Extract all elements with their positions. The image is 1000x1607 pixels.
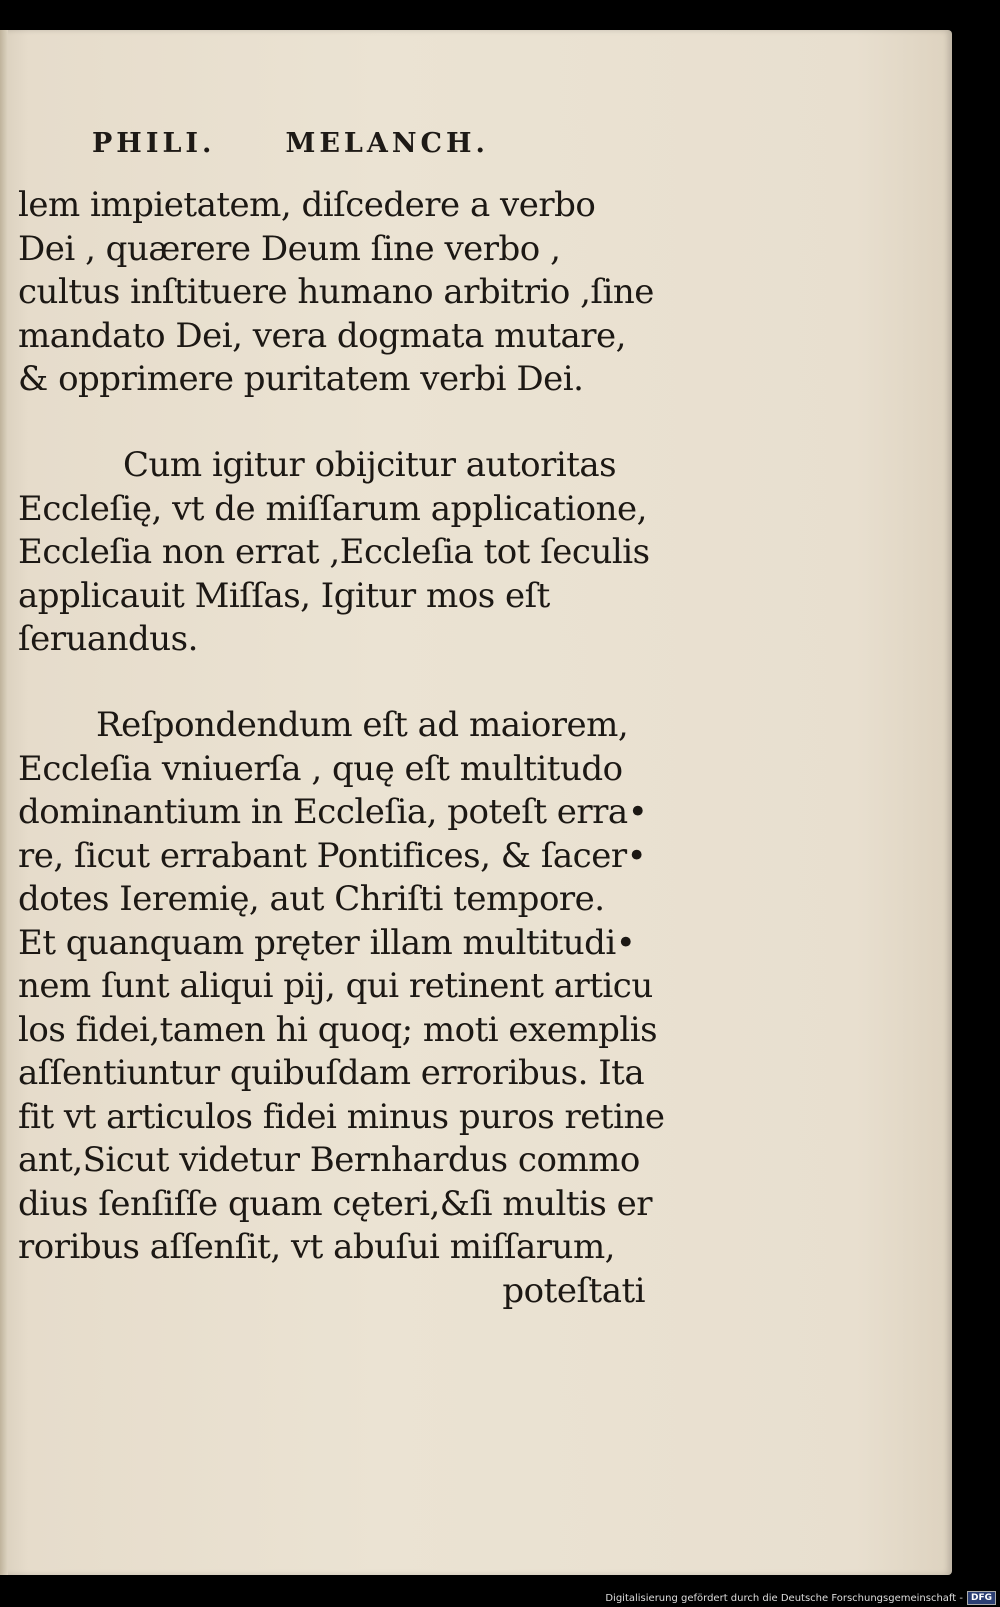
digitization-credit — [605, 1591, 996, 1605]
text-line: dotes Ieremię, aut Chriſti tempore. — [18, 879, 605, 919]
text-line: Dei , quærere Deum ſine verbo , — [18, 228, 561, 269]
text-line: Eccleſia non errat ,Eccleſia tot ſeculis — [18, 532, 650, 572]
dfg-logo: DFG — [967, 1591, 996, 1605]
text-line: lem impietatem, diſcedere a verbo — [18, 185, 596, 225]
text-line: Reſpondendum eſt ad maiorem, — [96, 705, 629, 745]
credit-text: Digitalisierung gefördert durch die Deutsche Forschungsgemeinschaft - — [605, 1592, 963, 1604]
text-line: aſſentiuntur quibuſdam erroribus. Ita — [18, 1053, 645, 1093]
text-line: los fidei,tamen hi quoq; moti exemplis — [18, 1009, 658, 1050]
text-line: re, ſicut errabant Pontifices, & ſacer• — [18, 835, 647, 876]
text-line: ſeruandus. — [18, 619, 198, 659]
text-line: Cum igitur obijcitur autoritas — [123, 445, 617, 485]
text-line: nem ſunt aliqui pij, qui retinent articu — [18, 966, 653, 1006]
text-line: & opprimere puritatem verbi Dei. — [18, 359, 584, 399]
text-line: Et quanquam pręter illam multitudi• — [18, 922, 636, 963]
text-line: cultus inſtituere humano arbitrio ,ſine — [18, 272, 654, 312]
text-line: mandato Dei, vera dogmata mutare, — [18, 315, 626, 356]
paragraph-2 — [18, 444, 653, 662]
text-line: dius ſenſiſſe quam cęteri,&ſi multis er — [18, 1183, 653, 1224]
catchword: poteſtati — [502, 1270, 645, 1311]
header-right: MELANCH. — [285, 128, 489, 159]
running-header — [92, 128, 552, 159]
text-line: dominantium in Eccleſia, poteſt erra• — [18, 792, 648, 832]
paragraph-1 — [18, 184, 653, 402]
text-line: ant,Sicut videtur Bernhardus commo — [18, 1140, 640, 1180]
text-line: Eccleſię, vt de miſſarum applicatione, — [18, 488, 647, 529]
text-line: fit vt articulos fidei minus puros retine — [18, 1096, 665, 1137]
header-left: PHILI. — [92, 128, 216, 159]
page-gutter — [0, 30, 8, 1575]
text-line: Eccleſia vniuerſa , quę eſt multitudo — [18, 748, 623, 789]
paragraph-3 — [18, 704, 665, 1313]
text-line: roribus aſſenſit, vt abuſui miſſarum, — [18, 1227, 615, 1267]
text-line: applicauit Miſſas, Igitur mos eſt — [18, 575, 550, 616]
